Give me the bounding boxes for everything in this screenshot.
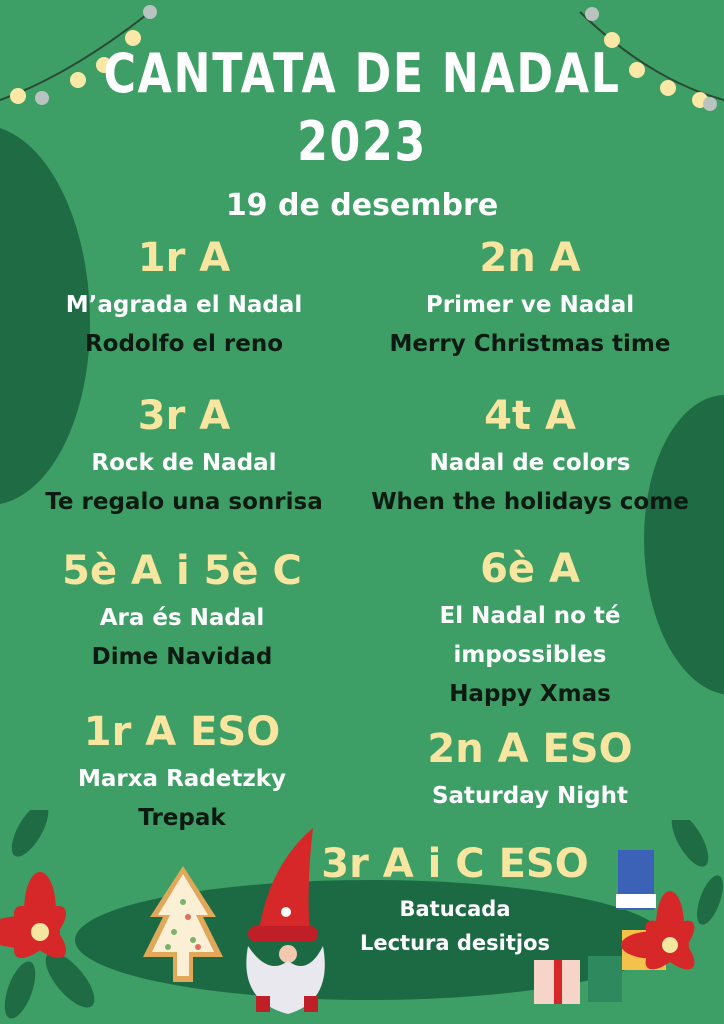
gift-boxes-icon xyxy=(530,820,724,1024)
song-title: Dime Navidad xyxy=(91,644,273,670)
event-date: 19 de desembre xyxy=(225,188,499,223)
title-line1: CANTATA DE NADAL xyxy=(103,42,621,105)
song-title: Batucada xyxy=(399,897,511,921)
song-title: Trepak xyxy=(138,805,226,831)
song-title: Rock de Nadal xyxy=(91,450,277,476)
group-block xyxy=(350,545,710,714)
song-title: M’agrada el Nadal xyxy=(65,292,303,318)
group-block xyxy=(350,234,710,364)
group-name: 3r A i C ESO xyxy=(321,841,589,887)
gingerbread-tree-cookie-icon xyxy=(138,862,228,992)
group-name: 4t A xyxy=(484,393,576,439)
song-title: Marxa Radetzky xyxy=(77,766,287,792)
group-name: 1r A ESO xyxy=(83,709,281,755)
group-name: 6è A xyxy=(480,546,580,592)
group-block xyxy=(350,392,710,522)
group-block xyxy=(2,547,362,677)
song-title: Lectura desitjos xyxy=(359,931,551,955)
song-title: El Nadal no té xyxy=(439,603,621,629)
title-line2: 2023 xyxy=(297,110,427,173)
song-title: Nadal de colors xyxy=(429,450,631,476)
group-block xyxy=(4,234,364,364)
poinsettia-flower-icon xyxy=(0,810,140,1024)
song-title: impossibles xyxy=(453,642,607,668)
group-block xyxy=(350,725,710,816)
group-name: 2n A xyxy=(479,235,581,281)
song-title: Merry Christmas time xyxy=(389,331,671,357)
song-title: When the holidays come xyxy=(371,489,689,515)
group-name: 2n A ESO xyxy=(427,726,633,772)
group-name: 1r A xyxy=(137,235,231,281)
song-title: Ara és Nadal xyxy=(99,605,265,631)
song-title: Happy Xmas xyxy=(449,681,611,707)
song-title: Primer ve Nadal xyxy=(425,292,635,318)
song-title: Rodolfo el reno xyxy=(84,331,284,357)
group-name: 3r A xyxy=(137,393,231,439)
group-name: 5è A i 5è C xyxy=(62,548,302,594)
song-title: Te regalo una sonrisa xyxy=(45,489,323,515)
group-block xyxy=(4,392,364,522)
christmas-gnome-icon xyxy=(228,826,328,1016)
song-title: Saturday Night xyxy=(431,783,629,809)
